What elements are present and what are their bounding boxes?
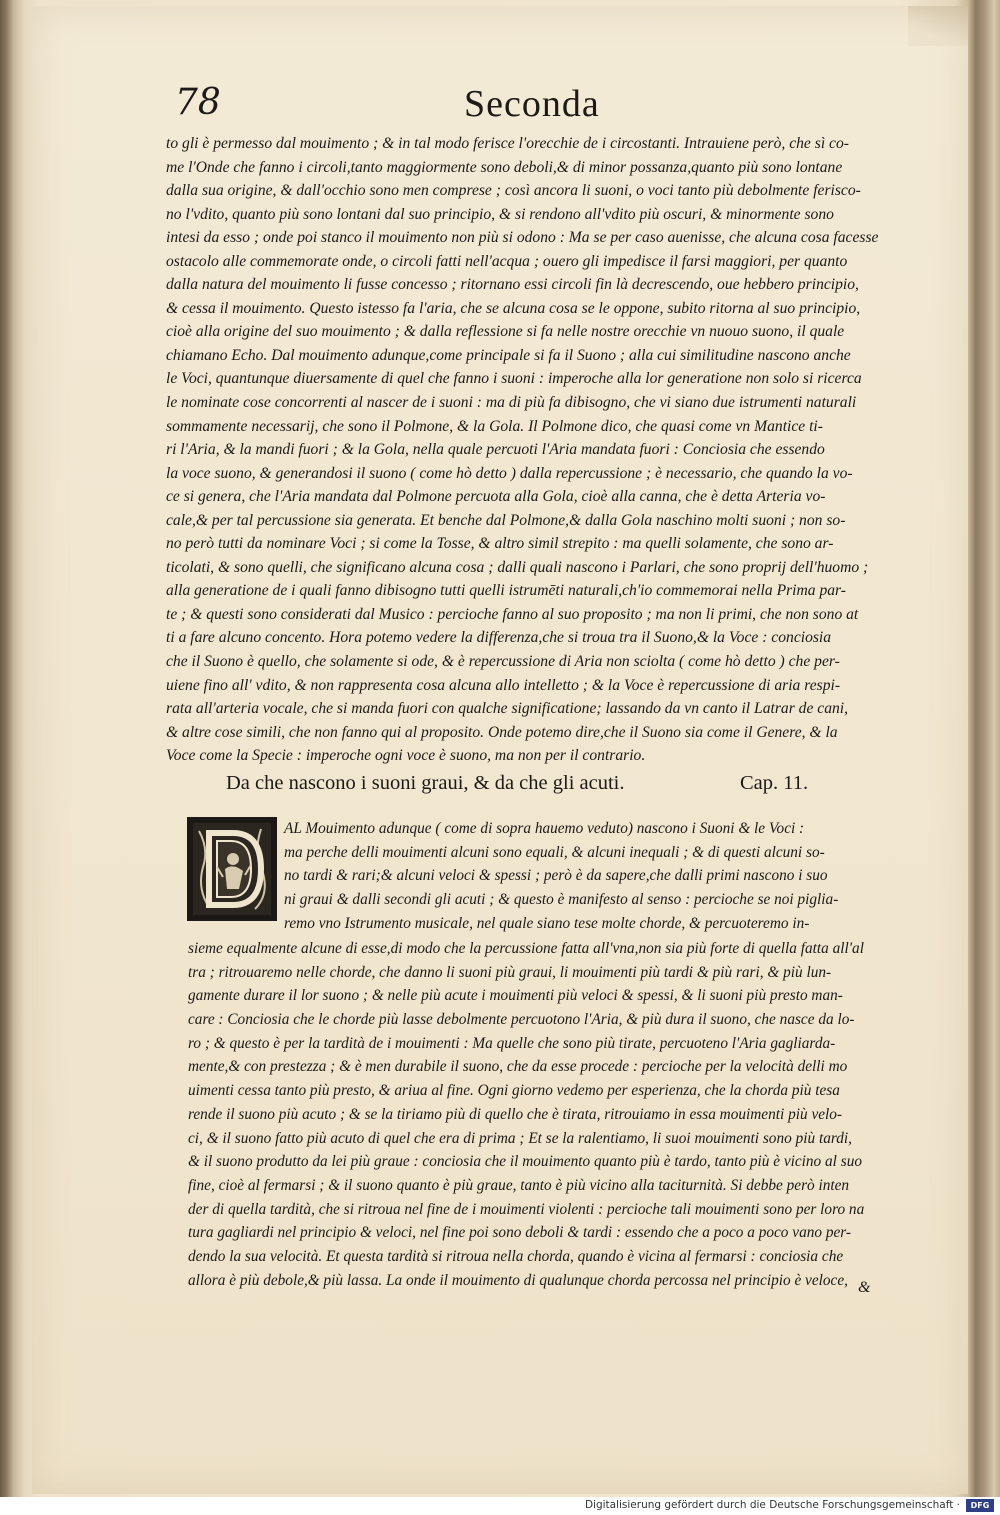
text-line: der di quella tardità, che si ritroua nel fine de i mouimenti violenti : percioche tali mouimenti sono per loro na bbox=[188, 1200, 865, 1218]
text-line: le Voci, quantunque diuersamente di quel che fanno i suoni : imperoche alla lor generatione non solo si ricerca bbox=[166, 370, 862, 388]
text-line: tura gagliardi nel principio & veloci, nel fine poi sono deboli & tardi : essendo che a poco a poco vano per- bbox=[188, 1224, 852, 1242]
chapter-heading bbox=[226, 772, 866, 802]
text-line: ma perche delli mouimenti alcuni sono equali, & alcuni inequali ; & di questi alcuni so- bbox=[284, 843, 825, 861]
text-line: Voce come la Specie : imperoche ogni voce è suono, ma non per il contrario. bbox=[166, 747, 646, 765]
text-line: gamente durare il lor suono ; & nelle più acute i mouimenti più veloci & spessi, & li suoni più presto man- bbox=[188, 987, 843, 1005]
text-line: sieme equalmente alcune di esse,di modo che la percussione fatta all'vna,non sia più forte di quella fatta all'al bbox=[188, 940, 864, 957]
text-line: te ; & questi sono considerati dal Musico : percioche fanno al suo proposito ; ma non li primi, che non sono at bbox=[166, 605, 859, 623]
text-line: chiamano Echo. Dal mouimento adunque,come principale si fa il Suono ; alla cui similitudine nascono anche bbox=[166, 346, 851, 364]
body-text-block-3 bbox=[188, 937, 888, 1292]
text-line: uiene fino all' vdito, & non rappresenta cosa alcuna allo intelletto ; & la Voce è repercussione di aria respi- bbox=[166, 676, 841, 694]
text-line: ri l'Aria, & la mandi fuori ; & la Gola, nella quale percuoti l'Aria mandata fuori : Conciosia che essendo bbox=[166, 441, 825, 459]
text-line: me l'Onde che fanno i circoli,tanto maggiormente sono deboli,& di minor possanza,quanto più sono lontane bbox=[166, 158, 843, 176]
text-line: dendo la sua velocità. Et questa tardità si ritroua nella chorda, quando è vicina al fermarsi : conciosia che bbox=[188, 1247, 844, 1265]
text-line: & il suono produtto da lei più graue : conciosia che il mouimento quanto più è tardo, tanto più è vicino al suo bbox=[188, 1153, 862, 1171]
text-line: AL Mouimento adunque ( come di sopra hauemo veduto) nascono i Suoni & le Voci : bbox=[284, 820, 805, 837]
text-line: rata all'arteria vocale, che si manda fuori con qualche significatione; lassando da vn canto il Latrar de cani, bbox=[166, 700, 849, 718]
text-line: dalla natura del mouimento li fusse concesso ; ritornano essi circoli fin là decrescendo, oue hebbero principio, bbox=[166, 276, 859, 294]
text-line: ci, & il suono fatto più acuto di quel che era di prima ; Et se la ralentiamo, li suoi mouimenti sono più tardi, bbox=[188, 1129, 852, 1147]
text-line: care : Conciosia che le chorde più lasse debolmente percuotono l'Aria, & più dura il suono, che nasce da lo- bbox=[188, 1011, 855, 1029]
text-line: no tardi & rari;& alcuni veloci & spessi ; però è da sapere,che dalli primi nascono i suo bbox=[284, 867, 828, 885]
running-head bbox=[0, 82, 1000, 130]
page-number: 78 bbox=[175, 82, 221, 123]
body-text-block-2 bbox=[284, 817, 884, 935]
text-line: mente,& con prestezza ; & è men durabile il suono, che da esse procede : percioche per la velocità delli mo bbox=[188, 1058, 848, 1076]
running-head-title: Seconda bbox=[464, 83, 600, 125]
text-line: ticolati, & sono quelli, che significano alcuna cosa ; dalli quali nascono i Parlari, che sono proprij dell'huomo ; bbox=[166, 558, 869, 576]
chapter-title: Da che nascono i suoni graui, & da che gli acuti. bbox=[226, 772, 625, 794]
chapter-number: Cap. 11. bbox=[740, 772, 809, 794]
page-corner-shadow bbox=[908, 6, 968, 46]
text-line: no l'vdito, quanto più sono lontani dal suo principio, & si rendono all'vdito più oscuri, & minormente sono bbox=[166, 205, 834, 223]
text-line: & altre cose simili, che non fanno qui al proposito. Onde potemo dire,che il Suono sia come il Genere, & la bbox=[166, 723, 838, 741]
text-line: che il Suono è quello, che solamente si ode, & è repercussione di Aria non sciolta ( come hò detto ) che per- bbox=[166, 653, 840, 671]
text-line: dalla sua origine, & dall'occhio sono men comprese ; così ancora li suoni, o voci tanto più debolmente ferisco- bbox=[166, 182, 861, 200]
text-line: to gli è permesso dal mouimento ; & in tal modo ferisce l'orecchie de i circostanti. Intrauiene però, che sì co- bbox=[166, 135, 849, 152]
text-line: ostacolo alle commemorate onde, o circoli fatti nell'acqua ; ouero gli impedisce il farsi maggiori, per quanto bbox=[166, 252, 848, 270]
text-line: sommamente necessarij, che sono il Polmone, & la Gola. Il Polmone dico, che quasi come vn Mantice ti- bbox=[166, 417, 823, 435]
digitization-footer bbox=[0, 1497, 1000, 1515]
text-line: uimenti cessa tanto più presto, & ariua al fine. Ogni giorno vedemo per esperienza, che la chorda più tesa bbox=[188, 1082, 840, 1100]
text-line: allora è più debole,& più lassa. La onde il mouimento di qualunque chorda percossa nel principio è veloce, bbox=[188, 1271, 848, 1289]
text-line: rende il suono più acuto ; & se la tiriamo più di quello che è tirata, ritrouiamo in essa mouimenti più velo- bbox=[188, 1105, 843, 1123]
text-line: le nominate cose concorrenti al nascer de i suoni : ma di più fa dibisogno, che vi siano due istrumenti naturali bbox=[166, 394, 857, 412]
footer-credit: Digitalisierung gefördert durch die Deutsche Forschungsgemeinschaft · bbox=[584, 1499, 960, 1511]
text-line: cioè alla origine del suo mouimento ; & dalla reflessione si fa nelle nostre orecchie vn nuouo suono, il quale bbox=[166, 323, 845, 341]
text-line: ti a fare alcuno concento. Hora potemo vedere la differenza,che si troua tra il Suono,& la Voce : conciosia bbox=[166, 629, 832, 647]
text-line: ni graui & dalli secondi gli acuti ; & questo è manifesto al senso : percioche se noi piglia- bbox=[284, 891, 839, 909]
body-text-block-1 bbox=[166, 132, 886, 768]
text-line: ce si genera, che l'Aria mandata dal Polmone percuota alla Gola, cioè alla canna, che è detta Arteria vo- bbox=[166, 488, 826, 506]
text-line: cale,& per tal percussione sia generata. Et benche dal Polmone,& dalla Gola naschino molti suoni ; non so- bbox=[166, 511, 846, 529]
text-line: alla generatione de i quali fanno dibisogno tutti quelli istrumēti naturali,ch'io commemorai nella Prima par- bbox=[166, 582, 847, 600]
text-line: remo vno Istrumento musicale, nel quale siano tese molte chorde, & percuoteremo in- bbox=[284, 914, 810, 932]
decorated-initial-d-icon bbox=[187, 817, 277, 921]
text-line: intesi da esso ; onde poi stanco il mouimento non più si odono : Ma se per caso auenisse, che alcuna cosa facesse bbox=[166, 229, 879, 247]
text-line: tra ; ritrouaremo nelle chorde, che danno li suoni più graui, li mouimenti più tardi & più rari, & più lun- bbox=[188, 963, 832, 981]
text-line: la voce suono, & generandosi il suono ( come hò detto ) dalla repercussione ; è necessario, che quando la vo- bbox=[166, 464, 853, 482]
dfg-logo: DFG bbox=[966, 1499, 994, 1512]
text-line: no però tutti da nominare Voci ; si come la Tosse, & altro simil strepito : ma quelli solamente, che sono ar- bbox=[166, 535, 834, 553]
catchword: & bbox=[858, 1279, 871, 1296]
text-line: & cessa il mouimento. Questo istesso fa l'aria, che se alcuna cosa se le oppone, subito ritorna al suo principio, bbox=[166, 299, 861, 317]
text-line: fine, cioè al fermarsi ; & il suono quanto è più graue, tanto è più vicino alla taciturnità. Si debbe però inten bbox=[188, 1176, 850, 1194]
text-line: ro ; & questo è per la tardità de i mouimenti : Ma quelle che sono più tirate, percuoteno l'Aria gagliarda- bbox=[188, 1034, 836, 1052]
